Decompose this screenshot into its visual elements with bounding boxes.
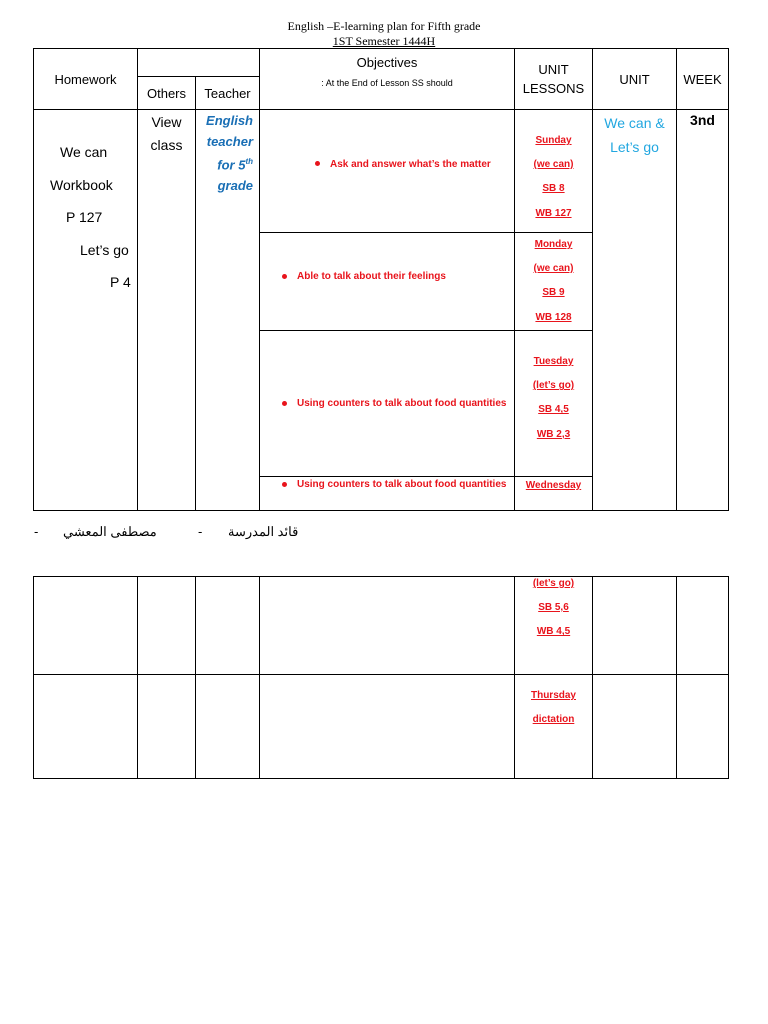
others-cell — [138, 110, 196, 511]
lesson-line: Sunday — [535, 135, 572, 146]
teacher-line: teacher — [206, 133, 253, 149]
unit-lessons-line1: UNIT — [538, 62, 569, 77]
teacher-line — [196, 152, 253, 176]
teacher-line: grade — [217, 177, 253, 193]
objective-cell — [260, 233, 515, 331]
header-row — [34, 49, 729, 77]
week-header: WEEK — [677, 49, 729, 110]
empty-header-cell — [138, 49, 260, 77]
principal-label: قائد المدرسة — [228, 524, 299, 539]
continuation-row — [34, 675, 729, 779]
teacher-sup: th — [245, 157, 253, 166]
lesson-line: (let’s go) — [532, 380, 575, 392]
continuation-table — [33, 576, 729, 779]
empty-cell — [196, 675, 260, 779]
objective-text: Using counters to talk about food quantities — [297, 398, 507, 409]
lesson-line: Tuesday — [533, 356, 574, 367]
objective-text: Able to talk about their feelings — [297, 271, 446, 282]
empty-cell — [593, 675, 677, 779]
lesson-line: WB 4,5 — [536, 626, 571, 638]
lesson-line: Thursday — [530, 690, 576, 701]
homework-line: P 4 — [110, 274, 131, 290]
lessons-cell — [515, 577, 593, 675]
lesson-line: WB 128 — [535, 311, 572, 323]
bullet-icon — [282, 482, 287, 487]
plan-table — [33, 48, 729, 511]
semester-text: 1ST Semester 1444H — [332, 34, 436, 48]
empty-cell — [138, 675, 196, 779]
continuation-row — [34, 577, 729, 675]
semester-line — [0, 34, 768, 48]
lessons-cell — [515, 233, 593, 331]
lesson-line: (we can) — [533, 159, 574, 171]
empty-cell — [677, 675, 729, 779]
bullet-icon — [282, 274, 287, 279]
objective-text: Using counters to talk about food quantities — [297, 479, 507, 490]
empty-cell — [260, 675, 515, 779]
teacher-line: English — [206, 113, 253, 128]
teacher-name: مصطفى المعشي — [63, 524, 157, 539]
lesson-line: Wednesday — [525, 480, 582, 491]
unit-lessons-header — [515, 49, 593, 110]
objective-cell — [260, 110, 515, 233]
lessons-cell — [515, 331, 593, 477]
week-cell: 3nd — [677, 110, 729, 511]
empty-cell — [677, 577, 729, 675]
empty-cell — [593, 577, 677, 675]
lesson-line: SB 5,6 — [538, 602, 569, 613]
lesson-line: SB 9 — [542, 287, 565, 299]
bullet-icon — [282, 401, 287, 406]
teacher-cell — [196, 110, 260, 511]
empty-cell — [138, 577, 196, 675]
objectives-subtitle: : At the End of Lesson SS should — [321, 78, 453, 88]
teacher-header: Teacher — [196, 77, 260, 110]
lesson-line: WB 127 — [535, 207, 572, 219]
homework-line: Workbook — [50, 176, 113, 193]
others-line: class — [150, 137, 183, 153]
unit-line: Let’s go — [610, 139, 659, 155]
unit-line: We can & — [604, 115, 665, 131]
empty-cell — [34, 577, 138, 675]
objectives-header — [260, 49, 515, 110]
empty-cell — [196, 577, 260, 675]
lesson-line: Monday — [534, 239, 573, 250]
lesson-line: SB 8 — [542, 183, 565, 195]
lessons-cell — [515, 110, 593, 233]
lesson-line: dictation — [532, 714, 575, 726]
homework-line: Let’s go — [80, 241, 129, 258]
objective-cell — [260, 477, 515, 511]
lesson-line: WB 2,3 — [536, 428, 571, 440]
objectives-title: Objectives — [356, 55, 418, 70]
empty-cell — [260, 577, 515, 675]
lesson-line: SB 4,5 — [538, 404, 569, 416]
others-line: View — [151, 114, 182, 130]
empty-cell — [34, 675, 138, 779]
teacher-line-text: for 5 — [217, 157, 246, 173]
unit-header: UNIT — [593, 49, 677, 110]
unit-lessons-line2: LESSONS — [522, 81, 585, 96]
lesson-line: (let’s go) — [532, 578, 575, 589]
objective-text: Ask and answer what’s the matter — [330, 158, 491, 170]
homework-line: P 127 — [66, 209, 103, 225]
homework-header: Homework — [34, 49, 138, 110]
lesson-row — [34, 110, 729, 233]
objective-cell — [260, 331, 515, 477]
homework-cell — [34, 110, 138, 511]
document-title: English –E-learning plan for Fifth grade — [287, 19, 481, 33]
homework-line: We can — [60, 144, 108, 160]
unit-cell — [593, 110, 677, 511]
lesson-line: (we can) — [533, 263, 574, 275]
signature-dash: - — [198, 524, 203, 539]
signature-dash: - — [34, 524, 39, 539]
lessons-cell — [515, 675, 593, 779]
others-header: Others — [138, 77, 196, 110]
bullet-icon — [315, 161, 320, 166]
lessons-cell — [515, 477, 593, 511]
